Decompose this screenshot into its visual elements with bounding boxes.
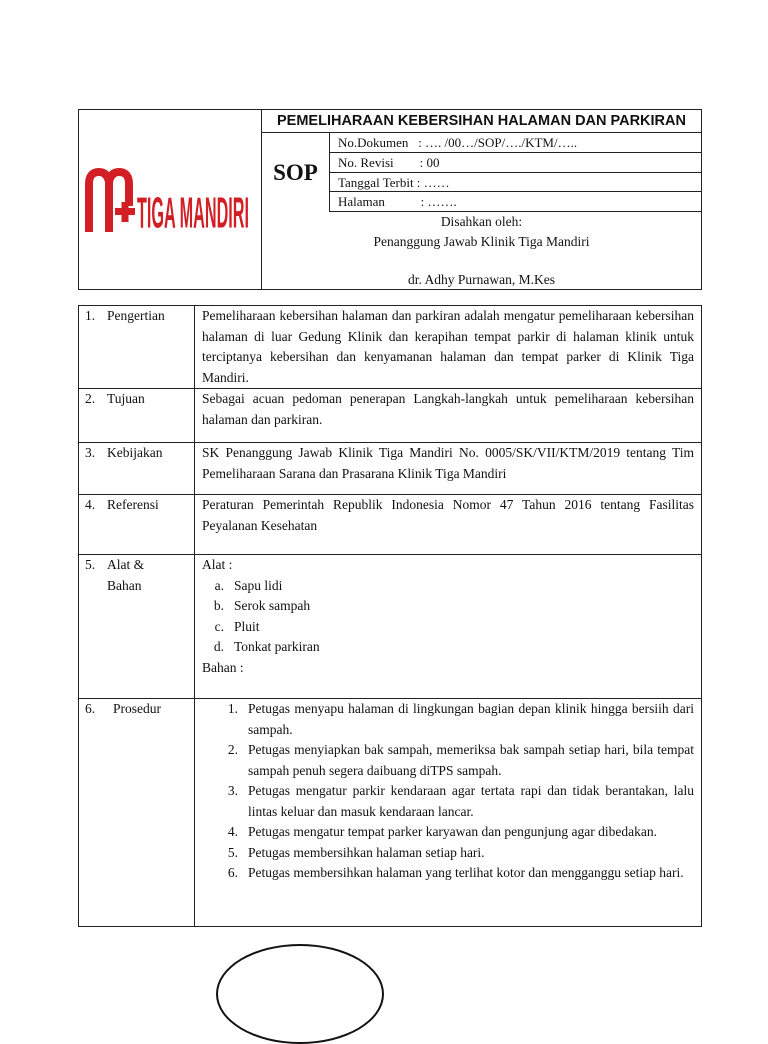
row-content	[195, 555, 702, 699]
alat-label: Alat :	[202, 557, 233, 572]
procedure-step	[202, 843, 694, 864]
step-number: 4.	[227, 824, 238, 839]
step-number: 5.	[227, 844, 238, 860]
row-label	[79, 389, 195, 443]
alat-list	[202, 576, 694, 658]
row-content: Sebagai acuan pedoman penerapan Langkah-langkah untuk pemeliharaan kebersihan halaman dan parkiran.	[195, 389, 702, 443]
list-marker: c.	[214, 618, 224, 634]
list-item	[202, 596, 694, 617]
document-title: PEMELIHARAAN KEBERSIHAN HALAMAN DAN PARKIRAN	[262, 110, 701, 133]
list-item-text: Tonkat parkiran	[234, 639, 320, 654]
row-number: 4.	[85, 497, 96, 512]
table-row	[79, 306, 702, 389]
list-item	[202, 576, 694, 597]
row-label-text: Alat & Bahan	[107, 557, 145, 593]
document-header	[78, 109, 702, 290]
procedure-step	[202, 781, 694, 822]
list-item-text: Pluit	[234, 618, 260, 634]
row-label-text: Pengertian	[107, 308, 165, 323]
step-text: Petugas membersihkan halaman setiap hari.	[248, 844, 485, 860]
list-item	[202, 637, 694, 658]
meta-page: Halaman : …….	[330, 192, 701, 212]
row-label-text: Kebijakan	[107, 445, 163, 460]
list-marker: d.	[213, 639, 224, 654]
list-item-text: Serok sampah	[234, 598, 311, 613]
row-label-text: Prosedur	[113, 701, 161, 716]
procedure-step	[202, 822, 694, 843]
approved-by-label: Disahkan oleh:	[440, 214, 523, 229]
row-label	[79, 443, 195, 495]
table-row	[79, 555, 702, 699]
row-content: Peraturan Pemerintah Republik Indonesia Nomor 47 Tahun 2016 tentang Fasilitas Peyalanan Kesehatan	[195, 495, 702, 555]
row-number: 1.	[85, 308, 96, 323]
meta-document-number: No.Dokumen : …. /00…/SOP/…./KTM/…..	[330, 133, 701, 153]
row-label-text: Referensi	[107, 497, 159, 512]
step-number: 6.	[227, 865, 238, 880]
row-number: 3.	[85, 445, 96, 460]
row-content	[195, 699, 702, 927]
step-text: Petugas membersihkan halaman yang terlihat kotor dan mengganggu setiap hari.	[248, 865, 684, 880]
procedure-step	[202, 699, 694, 740]
step-text: Petugas menyapu halaman di lingkungan bagian depan klinik hingga bersiih dari sampah.	[248, 701, 694, 737]
list-marker: a.	[214, 577, 224, 593]
row-label	[79, 495, 195, 555]
approver-name: dr. Adhy Purnawan, M.Kes	[408, 272, 555, 287]
approver-title: Penanggung Jawab Klinik Tiga Mandiri	[373, 234, 590, 249]
clinic-logo	[85, 162, 255, 234]
row-content: Pemeliharaan kebersihan halaman dan parkiran adalah mengatur pemeliharaan kebersihan halaman di luar Gedung Klinik dan kerapihan tempat parkir di halaman klinik untuk terciptanya kebersihan dan kenyamanan halaman dan tempat parker di Klinik Tiga Mandiri.	[195, 306, 702, 389]
logo-cell	[79, 110, 262, 289]
row-number: 5.	[85, 557, 96, 572]
table-row	[79, 443, 702, 495]
approval-block	[262, 212, 701, 289]
step-text: Petugas mengatur parkir kendaraan agar tertata rapi dan tidak berantakan, lalu lintas keluar dan masuk kendaraan lancar.	[248, 783, 694, 819]
table-row	[79, 495, 702, 555]
procedure-step	[202, 740, 694, 781]
table-row	[79, 389, 702, 443]
procedure-list	[202, 699, 694, 884]
step-number: 3.	[227, 783, 238, 798]
meta-issue-date: Tanggal Terbit : ……	[330, 173, 701, 193]
sop-label: SOP	[262, 133, 330, 212]
procedure-step	[202, 863, 694, 884]
row-number: 6.	[85, 701, 96, 716]
step-text: Petugas mengatur tempat parker karyawan dan pengunjung agar dibedakan.	[248, 824, 657, 839]
step-text: Petugas menyiapkan bak sampah, memeriksa bak sampah setiap hari, bila tempat sampah penuh segera daibuang diTPS sampah.	[248, 742, 694, 778]
row-label	[79, 555, 195, 699]
list-marker: b.	[213, 598, 224, 613]
step-number: 1.	[227, 701, 238, 716]
logo-text: TIGA MANDIRI	[137, 188, 249, 234]
table-row	[79, 699, 702, 927]
row-number: 2.	[85, 391, 96, 406]
row-label	[79, 306, 195, 389]
bahan-label: Bahan :	[202, 659, 244, 675]
list-item-text: Sapu lidi	[234, 577, 283, 593]
step-number: 2.	[227, 742, 238, 757]
row-content: SK Penanggung Jawab Klinik Tiga Mandiri No. 0005/SK/VII/KTM/2019 tentang Tim Pemeliharaan Sarana dan Prasarana Klinik Tiga Mandiri	[195, 443, 702, 495]
oval-shape	[216, 944, 384, 1044]
meta-revision: No. Revisi : 00	[330, 153, 701, 173]
sop-content-table	[78, 305, 702, 927]
row-label	[79, 699, 195, 927]
row-label-text: Tujuan	[107, 391, 145, 406]
list-item	[202, 617, 694, 638]
